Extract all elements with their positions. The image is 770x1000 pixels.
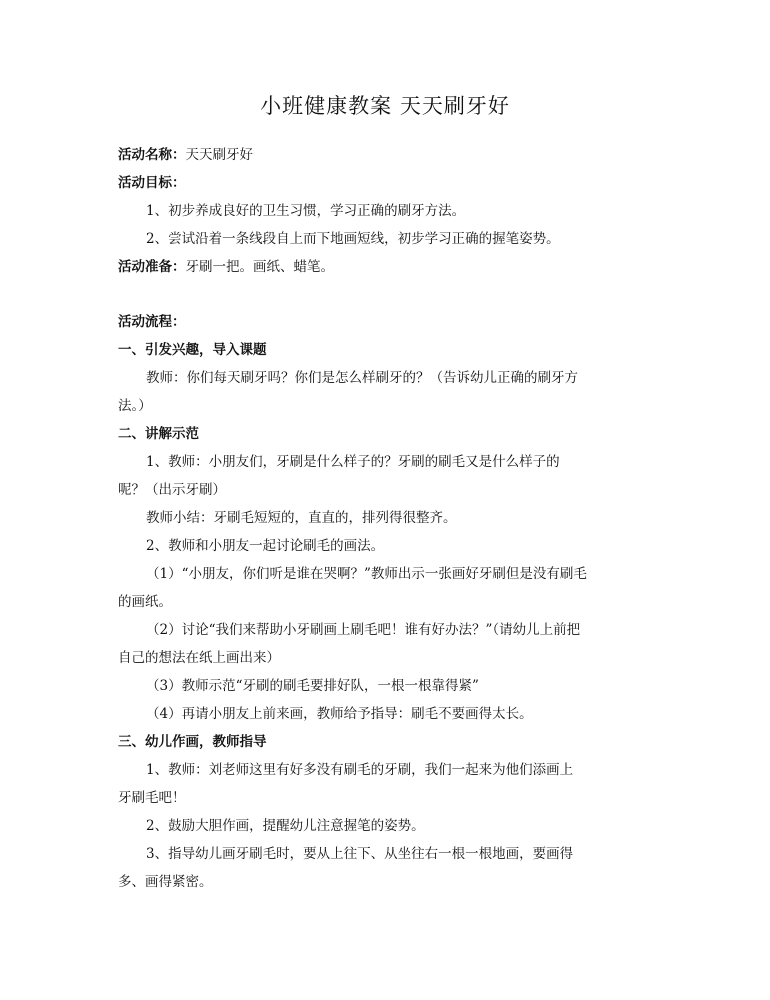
activity-name-label: 活动名称： — [118, 147, 186, 163]
paragraph-line: （3）教师示范“牙刷的刷毛要排好队，一根一根靠得紧” — [146, 678, 479, 694]
document-title: 小班健康教案 天天刷牙好 — [260, 94, 510, 118]
activity-name-value: 天天刷牙好 — [185, 147, 253, 163]
section-heading: 一、引发兴趣，导入课题 — [118, 342, 267, 358]
paragraph-line: 3、指导幼儿画牙刷毛时，要从上往下、从坐往右一根一根地画，要画得 — [146, 846, 574, 862]
goal-item: 1、初步养成良好的卫生习惯，学习正确的刷牙方法。 — [146, 203, 466, 219]
paragraph-line: 2、教师和小朋友一起讨论刷毛的画法。 — [146, 538, 385, 554]
paragraph-line: 法。） — [118, 398, 152, 414]
paragraph-line: （1）“小朋友，你们听是谁在哭啊？”教师出示一张画好牙刷但是没有刷毛 — [146, 566, 587, 582]
activity-prep-label: 活动准备： — [118, 259, 186, 275]
activity-prep-row — [118, 258, 658, 276]
goal-item: 2、尝试沿着一条线段自上而下地画短线，初步学习正确的握笔姿势。 — [146, 231, 560, 247]
paragraph-line: 2、鼓励大胆作画，提醒幼儿注意握笔的姿势。 — [146, 818, 425, 834]
activity-process-label: 活动流程： — [118, 314, 186, 330]
activity-prep-value: 牙刷一把。画纸、蜡笔。 — [185, 259, 334, 275]
paragraph-line: 1、教师：刘老师这里有好多没有刷毛的牙刷，我们一起来为他们添画上 — [146, 762, 574, 778]
paragraph-line: （4）再请小朋友上前来画，教师给予指导：刷毛不要画得太长。 — [146, 706, 533, 722]
activity-name-row — [118, 146, 658, 164]
paragraph-line: 1、教师：小朋友们，牙刷是什么样子的？牙刷的刷毛又是什么样子的 — [146, 454, 560, 470]
paragraph-line: （2）讨论“我们来帮助小牙刷画上刷毛吧！谁有好办法？”（请幼儿上前把 — [146, 622, 581, 638]
paragraph-line: 教师：你们每天刷牙吗？你们是怎么样刷牙的？（告诉幼儿正确的刷牙方 — [146, 370, 578, 386]
activity-goal-label: 活动目标： — [118, 175, 186, 191]
paragraph-line: 自己的想法在纸上画出来） — [118, 650, 280, 666]
paragraph-line: 多、画得紧密。 — [118, 874, 213, 890]
paragraph-line: 呢？（出示牙刷） — [118, 482, 226, 498]
paragraph-line: 教师小结：牙刷毛短短的，直直的，排列得很整齐。 — [146, 510, 457, 526]
section-heading: 二、讲解示范 — [118, 426, 199, 442]
paragraph-line: 的画纸。 — [118, 594, 172, 610]
section-heading: 三、幼儿作画，教师指导 — [118, 734, 267, 750]
paragraph-line: 牙刷毛吧！ — [118, 790, 186, 806]
